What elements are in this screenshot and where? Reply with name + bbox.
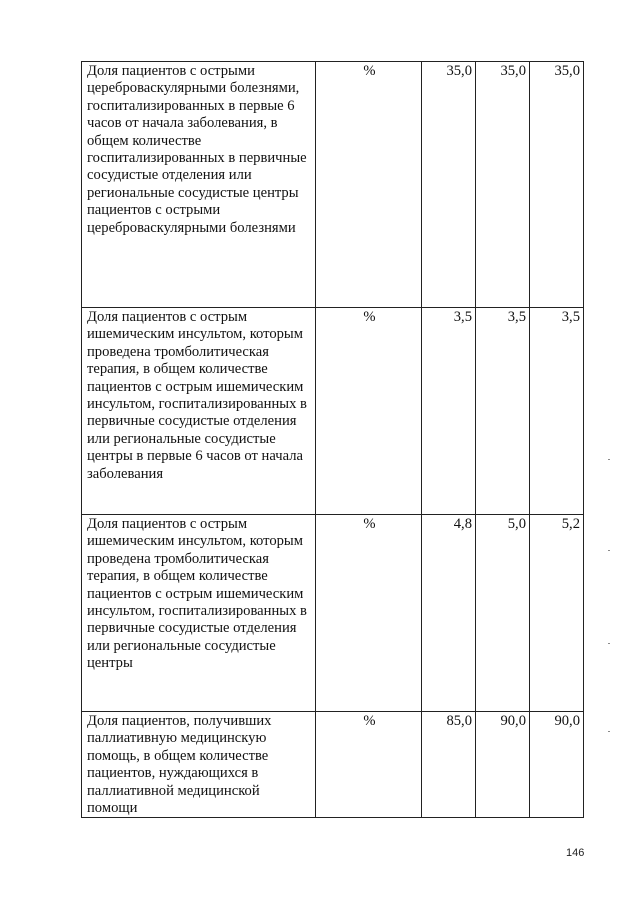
value-cell-year-3: 35,0 xyxy=(530,62,584,308)
unit-cell: % xyxy=(316,515,422,712)
value-cell-year-3: 3,5 xyxy=(530,308,584,515)
table-row xyxy=(82,62,584,308)
value-cell-year-1: 35,0 xyxy=(422,62,476,308)
page-number: 146 xyxy=(566,847,585,859)
value-cell-year-1: 85,0 xyxy=(422,712,476,818)
indicator-name: Доля пациентов с острым ишемическим инсультом, которым проведена тромболитическая терапия, в общем количестве пациентов с острым ишемическим инсультом, госпитализированных в первичные сосудистые отделения или региональные сосудистые центры xyxy=(87,516,307,672)
indicator-name: Доля пациентов, получивших паллиативную медицинскую помощь, в общем количестве пациентов, нуждающихся в паллиативной медицинской помощи xyxy=(87,713,272,817)
value-cell-year-1: 4,8 xyxy=(422,515,476,712)
unit-cell: % xyxy=(316,712,422,818)
unit-cell: % xyxy=(316,62,422,308)
table-row xyxy=(82,712,584,818)
value-cell-year-2: 90,0 xyxy=(476,712,530,818)
value-cell-year-2: 3,5 xyxy=(476,308,530,515)
indicator-name-cell xyxy=(82,712,316,818)
value-cell-year-2: 35,0 xyxy=(476,62,530,308)
indicator-name: Доля пациентов с острым ишемическим инсультом, которым проведена тромболитическая терапия, в общем количестве пациентов с острым ишемическим инсультом, госпитализированных в первичные сосудистые отделения или региональные сосудистые центры в первые 6 часов от начала заболевания xyxy=(87,309,307,482)
unit-cell: % xyxy=(316,308,422,515)
scan-speck xyxy=(608,550,610,551)
indicator-name-cell xyxy=(82,62,316,308)
indicators-table xyxy=(81,61,584,818)
value-cell-year-1: 3,5 xyxy=(422,308,476,515)
indicator-name: Доля пациентов с острыми цереброваскулярными болезнями, госпитализированных в первые 6 часов от начала заболевания, в общем количестве госпитализированных в первичные сосудистые отделения или региональные сосудистые центры пациентов с острыми цереброваскулярными болезнями xyxy=(87,63,307,236)
indicator-name-cell xyxy=(82,308,316,515)
table-row xyxy=(82,308,584,515)
value-cell-year-3: 90,0 xyxy=(530,712,584,818)
table-row xyxy=(82,515,584,712)
value-cell-year-2: 5,0 xyxy=(476,515,530,712)
value-cell-year-3: 5,2 xyxy=(530,515,584,712)
scan-speck xyxy=(608,643,610,644)
indicator-name-cell xyxy=(82,515,316,712)
scan-speck xyxy=(608,731,610,732)
scan-speck xyxy=(608,459,610,460)
